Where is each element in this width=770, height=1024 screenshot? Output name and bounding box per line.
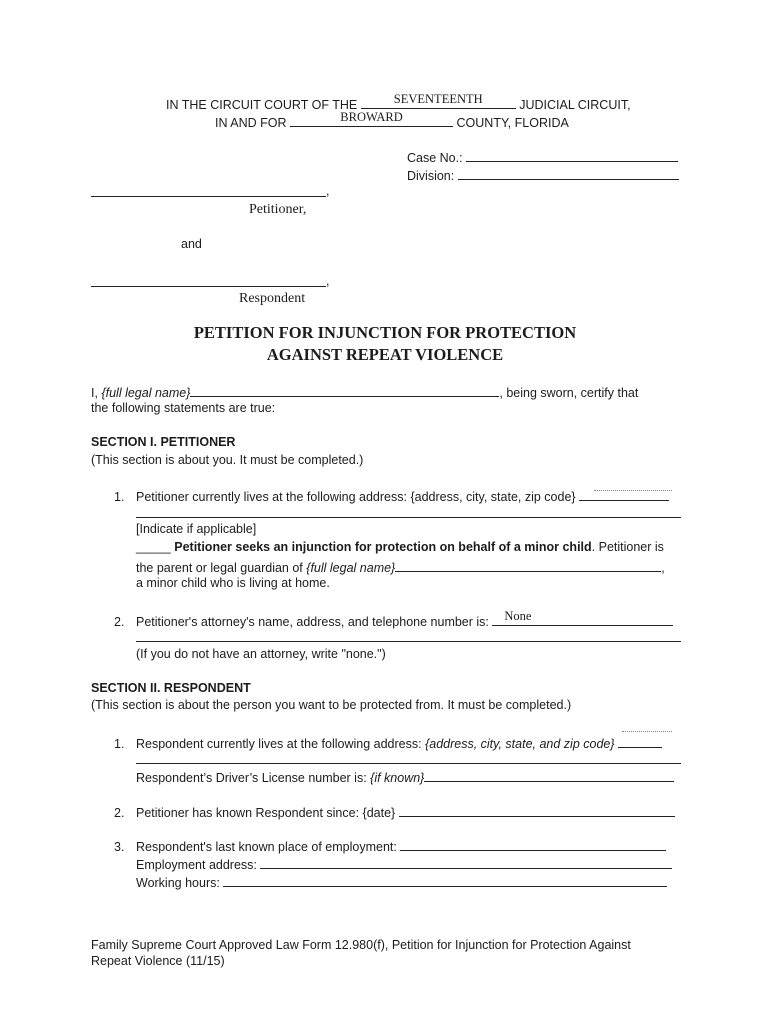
and-label: and — [181, 237, 202, 251]
item-number: 1. — [114, 490, 125, 504]
known-since-row — [114, 803, 675, 820]
section2-subheading: (This section is about the person you want to be protected from. It must be completed.) — [91, 698, 572, 712]
petitioner-address-label: Petitioner currently lives at the following address: {address, city, state, zip code} — [136, 490, 576, 504]
petitioner-label: Petitioner, — [249, 202, 307, 217]
item-number: 1. — [114, 737, 125, 751]
working-hours-field[interactable] — [223, 873, 667, 887]
county-prefix: IN AND FOR — [215, 116, 287, 130]
respondent-address-row — [114, 734, 662, 751]
case-number-row — [407, 148, 678, 165]
respondent-address-field[interactable] — [618, 734, 662, 748]
minor-child-row — [136, 540, 664, 554]
license-row — [136, 768, 674, 785]
guardian-row — [136, 558, 665, 575]
attorney-row — [114, 609, 673, 629]
dotted-marker — [622, 731, 672, 732]
minor-checkbox-blank[interactable]: _____ — [136, 540, 171, 554]
respondent-name-field[interactable] — [91, 286, 326, 287]
case-number-label: Case No.: — [407, 151, 463, 165]
known-since-field[interactable] — [399, 803, 675, 817]
working-hours-label: Working hours: — [136, 876, 220, 890]
form-title-line2: AGAINST REPEAT VIOLENCE — [266, 345, 504, 364]
section1-heading: SECTION I. PETITIONER — [91, 435, 236, 449]
petitioner-address-line2[interactable] — [136, 517, 681, 518]
respondent-comma: , — [326, 274, 330, 288]
guardian-prefix: the parent or legal guardian of — [136, 561, 303, 575]
intro-suffix: , being sworn, certify that — [499, 386, 639, 400]
form-title-line1: PETITION FOR INJUNCTION FOR PROTECTION — [193, 323, 577, 342]
circuit-suffix: JUDICIAL CIRCUIT, — [519, 98, 631, 112]
footer-line2: Repeat Violence (11/15) — [91, 954, 225, 968]
license-field[interactable] — [424, 768, 674, 782]
item-number: 2. — [114, 615, 125, 629]
guardian-name-hint: {full legal name} — [306, 561, 396, 575]
attorney-field[interactable] — [492, 609, 673, 626]
minor-child-rest: . Petitioner is — [591, 540, 664, 554]
case-number-field[interactable] — [466, 148, 678, 162]
respondent-address-label: Respondent currently lives at the following address: — [136, 737, 422, 751]
license-label: Respondent’s Driver’s License number is: — [136, 771, 367, 785]
county-field[interactable] — [290, 110, 453, 127]
attorney-line2[interactable] — [136, 641, 681, 642]
item-number: 2. — [114, 806, 125, 820]
section1-subheading: (This section is about you. It must be completed.) — [91, 453, 364, 467]
minor-name-field[interactable] — [395, 558, 661, 572]
county-value: BROWARD — [340, 110, 403, 124]
item-number: 3. — [114, 840, 125, 854]
employment-field[interactable] — [400, 837, 666, 851]
full-legal-name-field[interactable] — [190, 383, 499, 397]
petitioner-comma: , — [326, 184, 330, 198]
respondent-address-hint: {address, city, state, and zip code} — [425, 737, 615, 751]
court-header-line2 — [215, 110, 569, 130]
county-suffix: COUNTY, FLORIDA — [456, 116, 569, 130]
respondent-address-line2[interactable] — [136, 763, 681, 764]
court-prefix: IN THE CIRCUIT COURT OF THE — [166, 98, 358, 112]
intro-prefix: I, — [91, 386, 98, 400]
employment-address-field[interactable] — [260, 855, 672, 869]
division-row — [407, 166, 679, 183]
employment-address-label: Employment address: — [136, 858, 257, 872]
circuit-field[interactable] — [361, 92, 516, 109]
attorney-value: None — [504, 609, 532, 623]
division-label: Division: — [407, 169, 455, 183]
footer-line1: Family Supreme Court Approved Law Form 12.980(f), Petition for Injunction for Protection Against — [91, 938, 631, 952]
minor-home-text: a minor child who is living at home. — [136, 576, 330, 590]
minor-child-statement: Petitioner seeks an injunction for protection on behalf of a minor child — [174, 540, 592, 554]
intro-line1 — [91, 383, 638, 400]
license-hint: {if known} — [370, 771, 425, 785]
attorney-label: Petitioner's attorney's name, address, and telephone number is: — [136, 615, 489, 629]
employment-address-row — [136, 855, 672, 872]
indicate-label: [Indicate if applicable] — [136, 522, 257, 536]
petitioner-name-field[interactable] — [91, 196, 326, 197]
guardian-comma: , — [661, 561, 665, 575]
dotted-marker — [594, 490, 672, 491]
petitioner-address-row — [114, 487, 669, 504]
respondent-label: Respondent — [239, 291, 306, 306]
section2-heading: SECTION II. RESPONDENT — [91, 681, 251, 695]
full-name-hint: {full legal name} — [101, 386, 191, 400]
employment-row — [114, 837, 666, 854]
employment-label: Respondent's last known place of employment: — [136, 840, 397, 854]
circuit-value: SEVENTEENTH — [393, 92, 483, 106]
attorney-note: (If you do not have an attorney, write "none.") — [136, 647, 386, 661]
working-hours-row — [136, 873, 667, 890]
division-field[interactable] — [458, 166, 679, 180]
known-since-label: Petitioner has known Respondent since: {date} — [136, 806, 396, 820]
intro-line2: the following statements are true: — [91, 401, 276, 415]
